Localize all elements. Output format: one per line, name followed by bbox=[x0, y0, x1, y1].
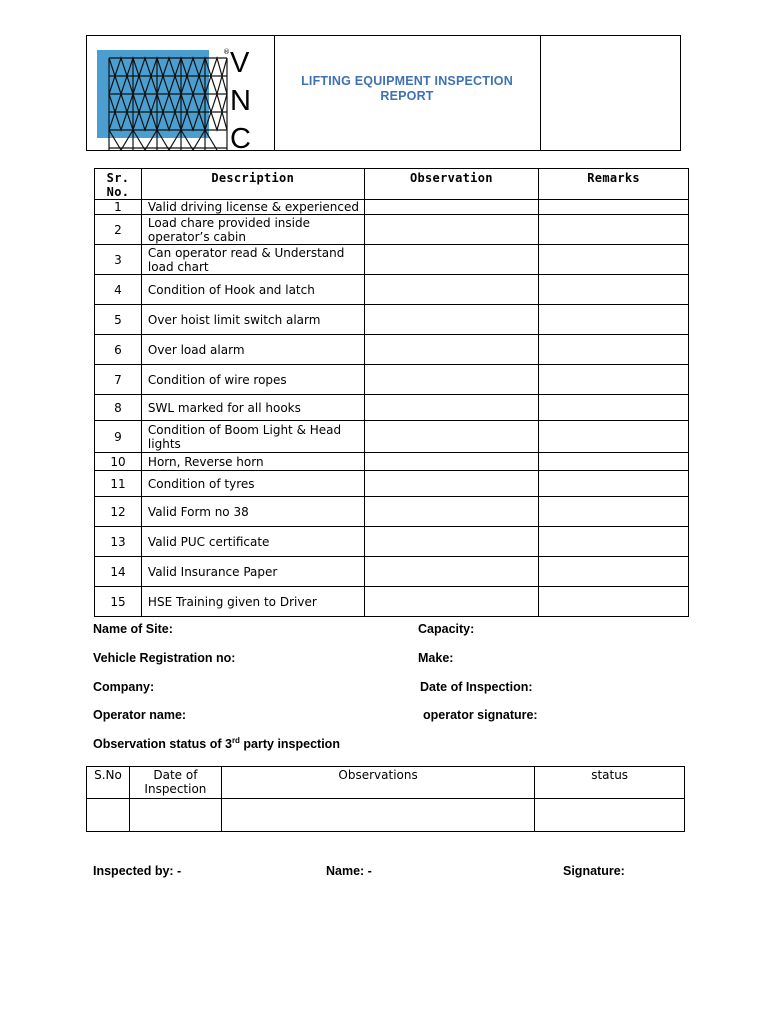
row-description: HSE Training given to Driver bbox=[141, 587, 364, 617]
row-remarks[interactable] bbox=[539, 395, 689, 421]
row-remarks[interactable] bbox=[539, 557, 689, 587]
row-number: 14 bbox=[95, 557, 142, 587]
header-date-of-inspection: Date of Inspection bbox=[129, 767, 221, 799]
row-remarks[interactable] bbox=[539, 453, 689, 471]
row-observation[interactable] bbox=[364, 527, 539, 557]
checklist-row bbox=[95, 421, 689, 453]
row-number: 10 bbox=[95, 453, 142, 471]
row-description: SWL marked for all hooks bbox=[141, 395, 364, 421]
row-remarks[interactable] bbox=[539, 305, 689, 335]
row-description: Over hoist limit switch alarm bbox=[141, 305, 364, 335]
checklist-row bbox=[95, 305, 689, 335]
header-status: status bbox=[535, 767, 685, 799]
row-remarks[interactable] bbox=[539, 471, 689, 497]
logo-cell bbox=[87, 36, 275, 150]
row-number: 1 bbox=[95, 200, 142, 215]
row-number: 11 bbox=[95, 471, 142, 497]
checklist-row bbox=[95, 335, 689, 365]
row-observation[interactable] bbox=[364, 305, 539, 335]
row-number: 2 bbox=[95, 215, 142, 245]
capacity-label: Capacity: bbox=[418, 622, 475, 636]
operator-signature-label: operator signature: bbox=[423, 708, 538, 722]
header-sno: S.No bbox=[87, 767, 130, 799]
row-remarks[interactable] bbox=[539, 215, 689, 245]
report-title-line2: REPORT bbox=[380, 89, 434, 103]
row-number: 5 bbox=[95, 305, 142, 335]
title-cell bbox=[274, 36, 541, 150]
status-cell[interactable] bbox=[535, 799, 685, 832]
company-label: Company: bbox=[93, 680, 155, 694]
row-number: 4 bbox=[95, 275, 142, 305]
checklist-row bbox=[95, 395, 689, 421]
make-label: Make: bbox=[418, 651, 454, 665]
row-remarks[interactable] bbox=[539, 587, 689, 617]
row-description: Horn, Reverse horn bbox=[141, 453, 364, 471]
checklist-row bbox=[95, 471, 689, 497]
row-number: 9 bbox=[95, 421, 142, 453]
date-cell[interactable] bbox=[129, 799, 221, 832]
row-description: Over load alarm bbox=[141, 335, 364, 365]
checklist-row bbox=[95, 557, 689, 587]
observations-cell[interactable] bbox=[221, 799, 534, 832]
row-observation[interactable] bbox=[364, 453, 539, 471]
row-remarks[interactable] bbox=[539, 497, 689, 527]
row-observation[interactable] bbox=[364, 395, 539, 421]
name-label: Name: - bbox=[326, 864, 372, 878]
row-observation[interactable] bbox=[364, 365, 539, 395]
checklist-row bbox=[95, 245, 689, 275]
row-number: 6 bbox=[95, 335, 142, 365]
signature-label: Signature: bbox=[563, 864, 625, 878]
row-remarks[interactable] bbox=[539, 421, 689, 453]
checklist-row bbox=[95, 527, 689, 557]
header-observations: Observations bbox=[221, 767, 534, 799]
row-observation[interactable] bbox=[364, 335, 539, 365]
header-sr-no bbox=[95, 169, 142, 200]
row-description: Load chare provided inside operator’s cabin bbox=[141, 215, 364, 245]
checklist-header-row bbox=[95, 169, 689, 200]
row-remarks[interactable] bbox=[539, 365, 689, 395]
registered-mark: ® bbox=[223, 48, 230, 56]
third-party-table bbox=[86, 766, 685, 832]
header-sr-no-label: Sr. No. bbox=[106, 171, 130, 199]
row-remarks[interactable] bbox=[539, 200, 689, 215]
row-number: 12 bbox=[95, 497, 142, 527]
row-number: 3 bbox=[95, 245, 142, 275]
row-observation[interactable] bbox=[364, 471, 539, 497]
logo-letters bbox=[230, 44, 251, 150]
checklist-table bbox=[94, 168, 689, 617]
row-observation[interactable] bbox=[364, 245, 539, 275]
row-remarks[interactable] bbox=[539, 335, 689, 365]
row-observation[interactable] bbox=[364, 587, 539, 617]
row-remarks[interactable] bbox=[539, 275, 689, 305]
row-observation[interactable] bbox=[364, 200, 539, 215]
header-description: Description bbox=[141, 169, 364, 200]
row-description: Valid driving license & experienced bbox=[141, 200, 364, 215]
sno-cell[interactable] bbox=[87, 799, 130, 832]
logo-letter-c: C bbox=[230, 123, 251, 150]
checklist-row bbox=[95, 215, 689, 245]
checklist-row bbox=[95, 453, 689, 471]
checklist-row bbox=[95, 497, 689, 527]
row-observation[interactable] bbox=[364, 421, 539, 453]
row-description: Condition of wire ropes bbox=[141, 365, 364, 395]
row-observation[interactable] bbox=[364, 275, 539, 305]
date-of-inspection-label: Date of Inspection: bbox=[420, 680, 533, 694]
row-observation[interactable] bbox=[364, 215, 539, 245]
row-description: Condition of Boom Light & Head lights bbox=[141, 421, 364, 453]
row-description: Condition of Hook and latch bbox=[141, 275, 364, 305]
inspected-by-label: Inspected by: - bbox=[93, 864, 182, 878]
third-party-row bbox=[87, 799, 685, 832]
report-title bbox=[274, 74, 540, 104]
row-number: 13 bbox=[95, 527, 142, 557]
checklist-row bbox=[95, 200, 689, 215]
checklist-row bbox=[95, 275, 689, 305]
row-description: Condition of tyres bbox=[141, 471, 364, 497]
row-observation[interactable] bbox=[364, 497, 539, 527]
row-number: 8 bbox=[95, 395, 142, 421]
checklist-body bbox=[95, 200, 689, 617]
row-remarks[interactable] bbox=[539, 245, 689, 275]
report-header bbox=[86, 35, 681, 151]
checklist-row bbox=[95, 365, 689, 395]
header-observation: Observation bbox=[364, 169, 539, 200]
observation-status-suffix: party inspection bbox=[239, 737, 340, 752]
third-party-header-row bbox=[87, 767, 685, 799]
row-observation[interactable] bbox=[364, 557, 539, 587]
vehicle-registration-label: Vehicle Registration no: bbox=[93, 651, 236, 665]
row-description: Valid Form no 38 bbox=[141, 497, 364, 527]
header-remarks: Remarks bbox=[539, 169, 689, 200]
row-description: Valid PUC certificate bbox=[141, 527, 364, 557]
name-of-site-label: Name of Site: bbox=[93, 622, 173, 636]
row-number: 7 bbox=[95, 365, 142, 395]
operator-name-label: Operator name: bbox=[93, 708, 187, 722]
observation-status-prefix: Observation status of 3 bbox=[93, 737, 232, 752]
row-description: Valid Insurance Paper bbox=[141, 557, 364, 587]
row-remarks[interactable] bbox=[539, 527, 689, 557]
logo-letter-n: N bbox=[230, 85, 251, 117]
observation-status-heading bbox=[93, 736, 340, 751]
row-description: Can operator read & Understand load chart bbox=[141, 245, 364, 275]
report-title-line1: LIFTING EQUIPMENT INSPECTION bbox=[301, 74, 513, 88]
logo-letter-v: V bbox=[230, 47, 250, 79]
observation-status-sup: rd bbox=[231, 736, 240, 745]
checklist-row bbox=[95, 587, 689, 617]
row-number: 15 bbox=[95, 587, 142, 617]
